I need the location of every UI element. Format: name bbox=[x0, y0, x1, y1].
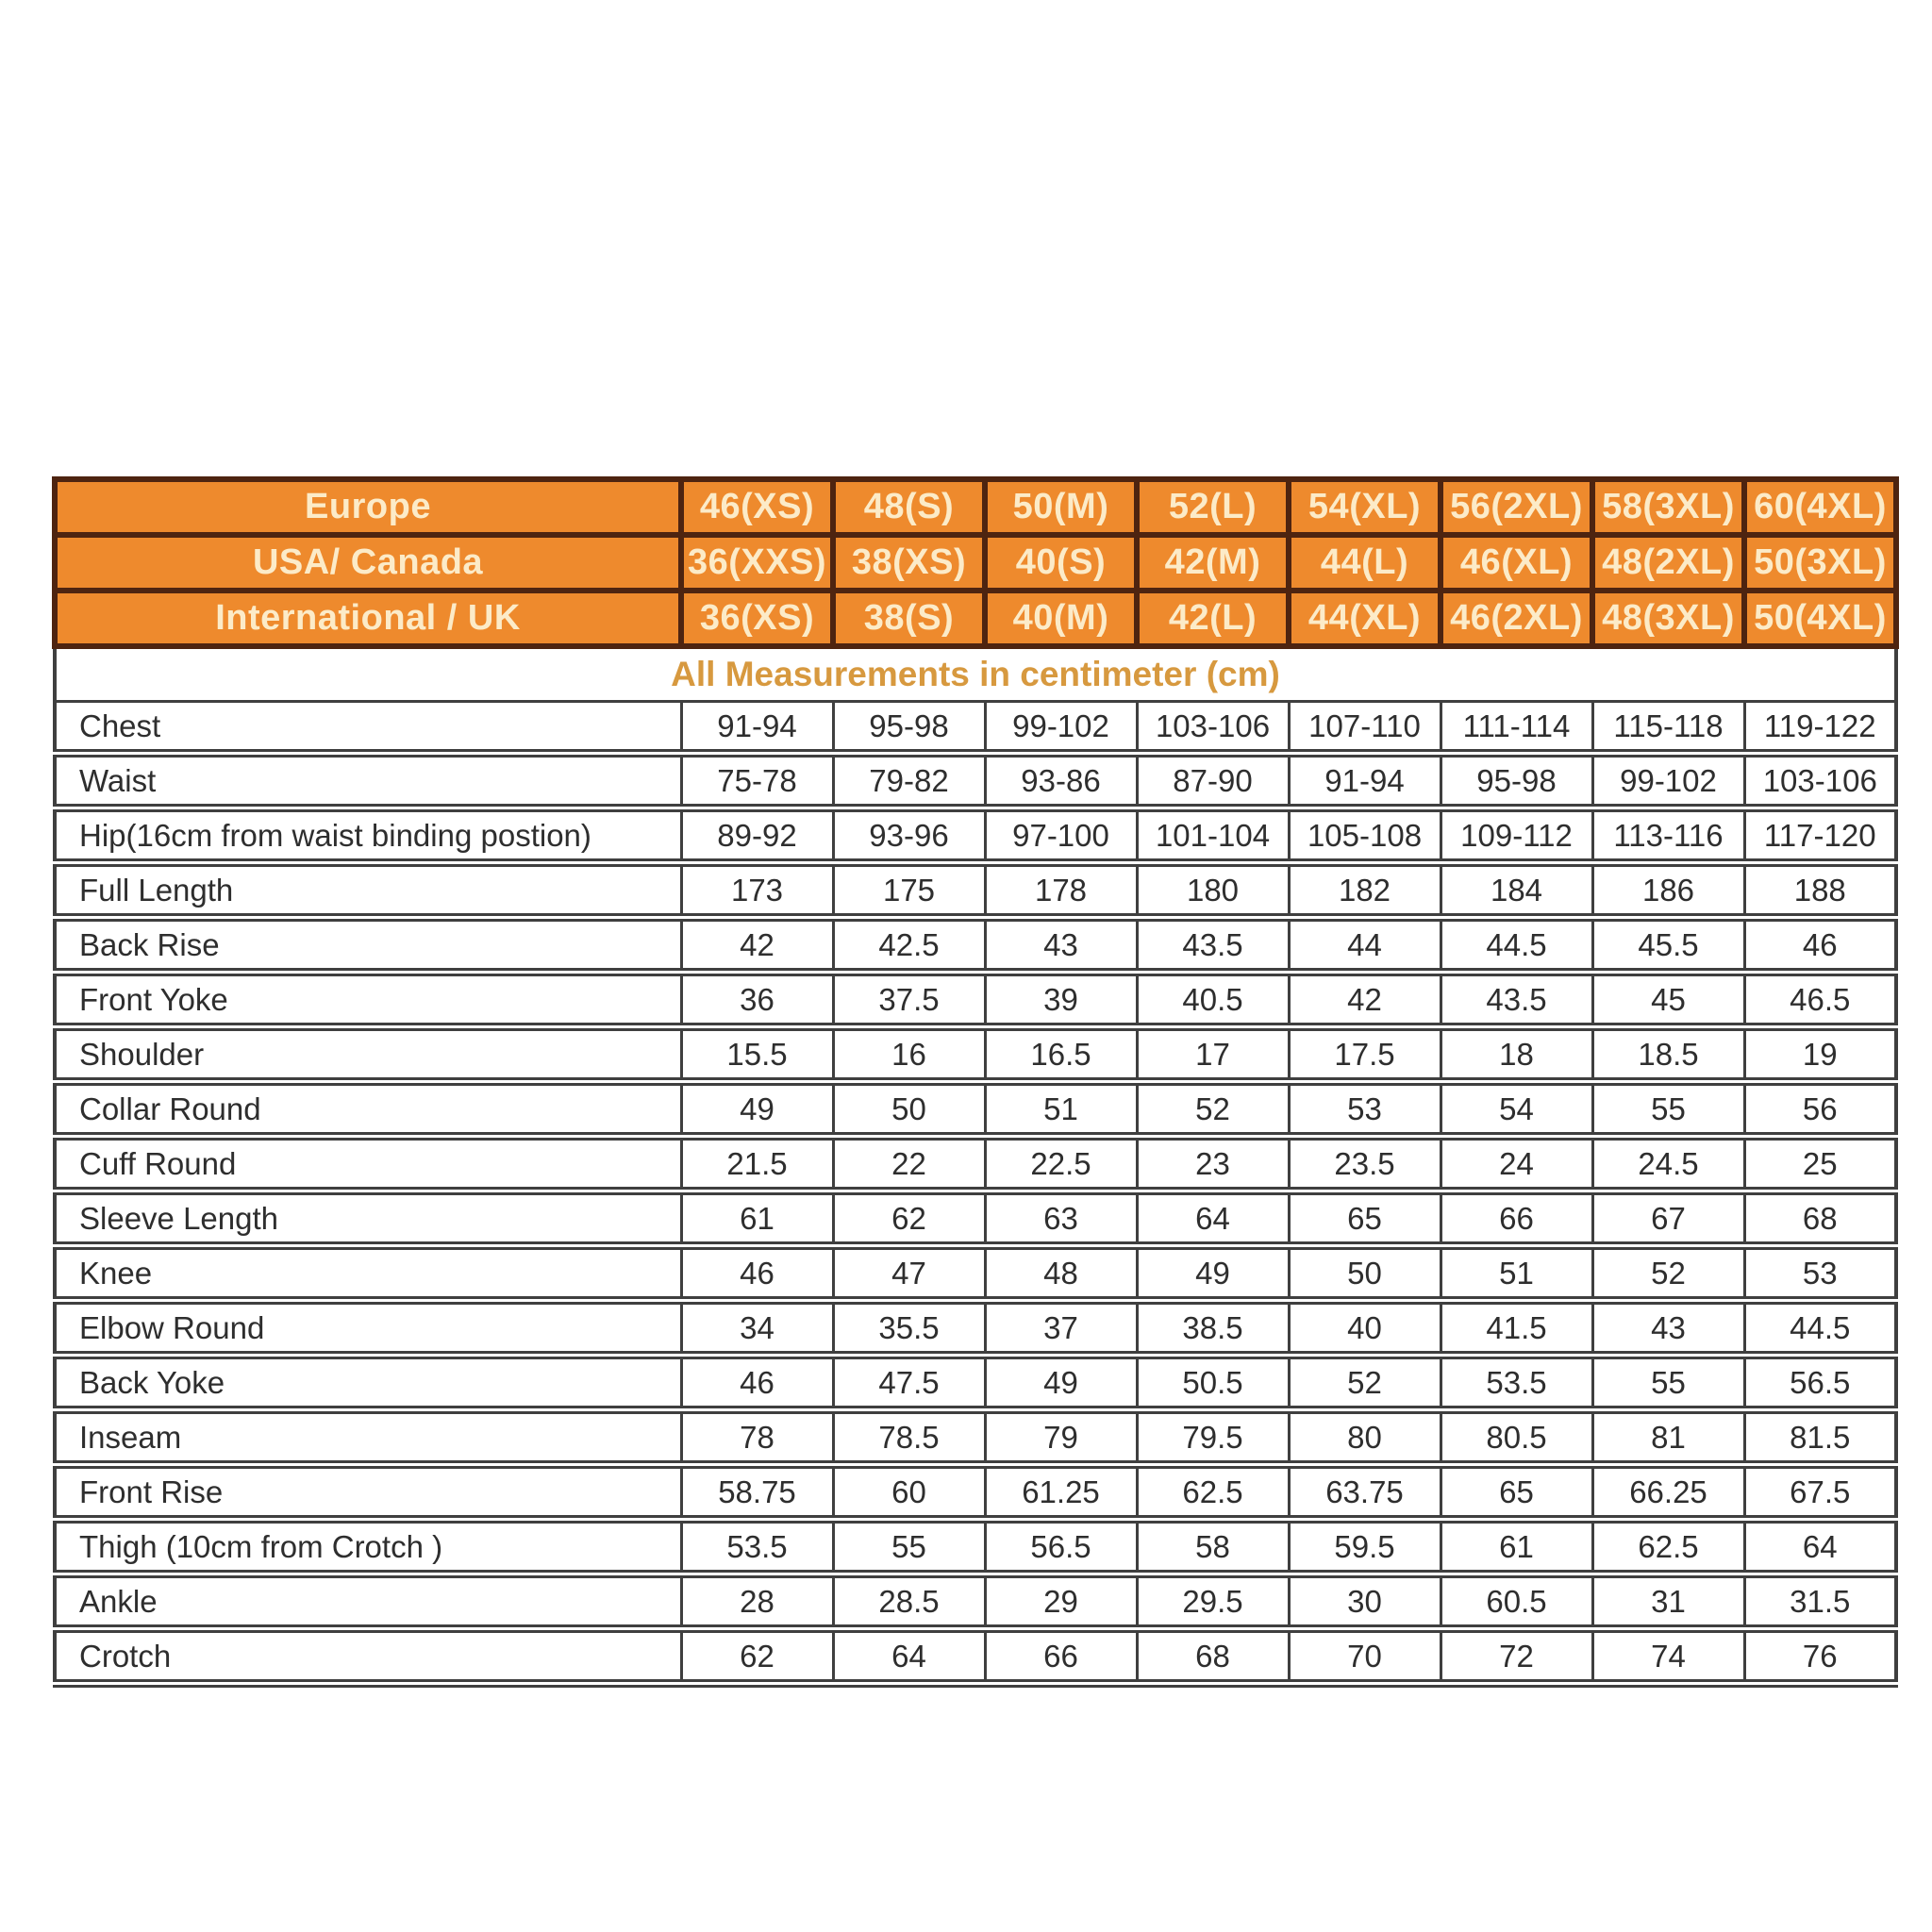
measurement-value: 46.5 bbox=[1744, 973, 1896, 1027]
measurement-value: 63.75 bbox=[1289, 1465, 1441, 1520]
measurement-value: 22.5 bbox=[985, 1137, 1137, 1191]
measurement-row bbox=[55, 1246, 1896, 1301]
measurement-label: Full Length bbox=[55, 863, 681, 918]
measurement-value: 43.5 bbox=[1137, 918, 1289, 973]
measurement-label: Hip(16cm from waist binding postion) bbox=[55, 808, 681, 863]
measurement-label: Collar Round bbox=[55, 1082, 681, 1137]
measurement-value: 17 bbox=[1137, 1027, 1289, 1082]
measurement-value: 182 bbox=[1289, 863, 1441, 918]
measurement-value: 95-98 bbox=[833, 702, 985, 754]
measurement-value: 43 bbox=[985, 918, 1137, 973]
measurement-value: 58 bbox=[1137, 1520, 1289, 1574]
size-cell: 38(S) bbox=[833, 591, 985, 646]
region-label: Europe bbox=[55, 479, 681, 535]
measurement-row bbox=[55, 1137, 1896, 1191]
measurement-value: 117-120 bbox=[1744, 808, 1896, 863]
measurement-row bbox=[55, 1574, 1896, 1629]
measurement-value: 62.5 bbox=[1592, 1520, 1744, 1574]
measurement-value: 89-92 bbox=[681, 808, 833, 863]
measurement-value: 103-106 bbox=[1137, 702, 1289, 754]
measurement-value: 45.5 bbox=[1592, 918, 1744, 973]
measurement-value: 99-102 bbox=[1592, 754, 1744, 808]
measurement-value: 23.5 bbox=[1289, 1137, 1441, 1191]
measurement-value: 31.5 bbox=[1744, 1574, 1896, 1629]
size-cell: 44(XL) bbox=[1289, 591, 1441, 646]
measurement-label: Cuff Round bbox=[55, 1137, 681, 1191]
measurement-value: 101-104 bbox=[1137, 808, 1289, 863]
measurement-value: 61 bbox=[1441, 1520, 1592, 1574]
measurement-value: 39 bbox=[985, 973, 1137, 1027]
measurement-value: 49 bbox=[985, 1356, 1137, 1410]
measurement-value: 70 bbox=[1289, 1629, 1441, 1684]
measurement-value: 42.5 bbox=[833, 918, 985, 973]
measurement-value: 184 bbox=[1441, 863, 1592, 918]
measurement-value: 42 bbox=[681, 918, 833, 973]
measurement-value: 48 bbox=[985, 1246, 1137, 1301]
measurement-value: 15.5 bbox=[681, 1027, 833, 1082]
measurement-value: 34 bbox=[681, 1301, 833, 1356]
measurement-value: 81 bbox=[1592, 1410, 1744, 1465]
size-cell: 46(2XL) bbox=[1441, 591, 1592, 646]
region-label: USA/ Canada bbox=[55, 535, 681, 591]
size-cell: 36(XS) bbox=[681, 591, 833, 646]
measurement-value: 68 bbox=[1137, 1629, 1289, 1684]
measurement-row bbox=[55, 1082, 1896, 1137]
measurement-value: 91-94 bbox=[1289, 754, 1441, 808]
measurement-row bbox=[55, 702, 1896, 754]
measurement-value: 56.5 bbox=[985, 1520, 1137, 1574]
measurement-value: 50.5 bbox=[1137, 1356, 1289, 1410]
measurement-value: 173 bbox=[681, 863, 833, 918]
measurement-value: 38.5 bbox=[1137, 1301, 1289, 1356]
measurement-value: 65 bbox=[1441, 1465, 1592, 1520]
measurement-value: 95-98 bbox=[1441, 754, 1592, 808]
measurement-value: 37 bbox=[985, 1301, 1137, 1356]
measurement-value: 109-112 bbox=[1441, 808, 1592, 863]
units-row bbox=[55, 646, 1896, 702]
measurement-label: Thigh (10cm from Crotch ) bbox=[55, 1520, 681, 1574]
measurement-value: 50 bbox=[1289, 1246, 1441, 1301]
measurement-row bbox=[55, 863, 1896, 918]
measurement-value: 80 bbox=[1289, 1410, 1441, 1465]
measurement-value: 68 bbox=[1744, 1191, 1896, 1246]
measurement-value: 65 bbox=[1289, 1191, 1441, 1246]
measurement-value: 61 bbox=[681, 1191, 833, 1246]
size-cell: 54(XL) bbox=[1289, 479, 1441, 535]
measurement-value: 24.5 bbox=[1592, 1137, 1744, 1191]
size-cell: 42(M) bbox=[1137, 535, 1289, 591]
measurement-value: 53.5 bbox=[681, 1520, 833, 1574]
measurement-value: 80.5 bbox=[1441, 1410, 1592, 1465]
measurement-value: 43 bbox=[1592, 1301, 1744, 1356]
measurement-value: 29 bbox=[985, 1574, 1137, 1629]
size-cell: 42(L) bbox=[1137, 591, 1289, 646]
measurement-label: Chest bbox=[55, 702, 681, 754]
measurement-value: 186 bbox=[1592, 863, 1744, 918]
measurement-label: Front Rise bbox=[55, 1465, 681, 1520]
measurement-value: 180 bbox=[1137, 863, 1289, 918]
measurement-value: 119-122 bbox=[1744, 702, 1896, 754]
size-cell: 40(M) bbox=[985, 591, 1137, 646]
size-cell: 44(L) bbox=[1289, 535, 1441, 591]
measurement-value: 44 bbox=[1289, 918, 1441, 973]
size-cell: 46(XL) bbox=[1441, 535, 1592, 591]
measurement-value: 37.5 bbox=[833, 973, 985, 1027]
measurement-value: 66 bbox=[985, 1629, 1137, 1684]
measurement-label: Ankle bbox=[55, 1574, 681, 1629]
measurement-value: 25 bbox=[1744, 1137, 1896, 1191]
measurement-value: 56.5 bbox=[1744, 1356, 1896, 1410]
size-cell: 50(3XL) bbox=[1744, 535, 1896, 591]
measurement-label: Back Rise bbox=[55, 918, 681, 973]
measurement-value: 111-114 bbox=[1441, 702, 1592, 754]
measurement-value: 105-108 bbox=[1289, 808, 1441, 863]
measurement-value: 115-118 bbox=[1592, 702, 1744, 754]
measurement-value: 18 bbox=[1441, 1027, 1592, 1082]
region-label: International / UK bbox=[55, 591, 681, 646]
size-cell: 48(3XL) bbox=[1592, 591, 1744, 646]
measurement-value: 78.5 bbox=[833, 1410, 985, 1465]
measurements-section bbox=[55, 702, 1896, 1684]
measurement-value: 62 bbox=[833, 1191, 985, 1246]
measurement-value: 28 bbox=[681, 1574, 833, 1629]
size-cell: 50(M) bbox=[985, 479, 1137, 535]
units-section bbox=[55, 646, 1896, 702]
measurement-value: 46 bbox=[681, 1246, 833, 1301]
measurement-label: Inseam bbox=[55, 1410, 681, 1465]
measurement-value: 54 bbox=[1441, 1082, 1592, 1137]
measurement-label: Waist bbox=[55, 754, 681, 808]
measurement-row bbox=[55, 1356, 1896, 1410]
measurement-row bbox=[55, 1465, 1896, 1520]
measurement-value: 87-90 bbox=[1137, 754, 1289, 808]
measurement-value: 35.5 bbox=[833, 1301, 985, 1356]
measurement-value: 63 bbox=[985, 1191, 1137, 1246]
measurement-value: 47 bbox=[833, 1246, 985, 1301]
measurement-value: 19 bbox=[1744, 1027, 1896, 1082]
measurement-value: 51 bbox=[1441, 1246, 1592, 1301]
measurement-value: 66.25 bbox=[1592, 1465, 1744, 1520]
measurement-value: 46 bbox=[681, 1356, 833, 1410]
header-row-usa-canada bbox=[55, 535, 1896, 591]
measurement-value: 62.5 bbox=[1137, 1465, 1289, 1520]
measurement-value: 47.5 bbox=[833, 1356, 985, 1410]
header-row-international-uk bbox=[55, 591, 1896, 646]
measurement-value: 52 bbox=[1137, 1082, 1289, 1137]
measurement-value: 23 bbox=[1137, 1137, 1289, 1191]
measurement-value: 61.25 bbox=[985, 1465, 1137, 1520]
measurement-value: 49 bbox=[681, 1082, 833, 1137]
measurement-row bbox=[55, 973, 1896, 1027]
measurement-value: 178 bbox=[985, 863, 1137, 918]
measurement-value: 76 bbox=[1744, 1629, 1896, 1684]
measurement-value: 45 bbox=[1592, 973, 1744, 1027]
measurement-value: 40.5 bbox=[1137, 973, 1289, 1027]
measurement-value: 52 bbox=[1289, 1356, 1441, 1410]
measurement-value: 79 bbox=[985, 1410, 1137, 1465]
measurement-row bbox=[55, 1629, 1896, 1684]
measurement-value: 21.5 bbox=[681, 1137, 833, 1191]
measurement-value: 30 bbox=[1289, 1574, 1441, 1629]
size-cell: 58(3XL) bbox=[1592, 479, 1744, 535]
measurement-value: 79.5 bbox=[1137, 1410, 1289, 1465]
measurement-value: 24 bbox=[1441, 1137, 1592, 1191]
measurement-value: 67 bbox=[1592, 1191, 1744, 1246]
size-cell: 48(S) bbox=[833, 479, 985, 535]
measurement-value: 44.5 bbox=[1744, 1301, 1896, 1356]
measurement-label: Front Yoke bbox=[55, 973, 681, 1027]
measurement-row bbox=[55, 1520, 1896, 1574]
size-cell: 36(XXS) bbox=[681, 535, 833, 591]
measurement-label: Sleeve Length bbox=[55, 1191, 681, 1246]
units-note: All Measurements in centimeter (cm) bbox=[55, 646, 1896, 702]
size-cell: 50(4XL) bbox=[1744, 591, 1896, 646]
measurement-row bbox=[55, 754, 1896, 808]
size-cell: 56(2XL) bbox=[1441, 479, 1592, 535]
size-cell: 48(2XL) bbox=[1592, 535, 1744, 591]
measurement-value: 72 bbox=[1441, 1629, 1592, 1684]
header-row-europe bbox=[55, 479, 1896, 535]
measurement-value: 67.5 bbox=[1744, 1465, 1896, 1520]
measurement-value: 41.5 bbox=[1441, 1301, 1592, 1356]
measurement-value: 53.5 bbox=[1441, 1356, 1592, 1410]
measurement-value: 113-116 bbox=[1592, 808, 1744, 863]
measurement-value: 49 bbox=[1137, 1246, 1289, 1301]
measurement-value: 55 bbox=[1592, 1082, 1744, 1137]
measurement-value: 91-94 bbox=[681, 702, 833, 754]
measurement-row bbox=[55, 1191, 1896, 1246]
size-cell: 46(XS) bbox=[681, 479, 833, 535]
measurement-value: 55 bbox=[1592, 1356, 1744, 1410]
measurement-value: 36 bbox=[681, 973, 833, 1027]
measurement-value: 175 bbox=[833, 863, 985, 918]
measurement-value: 44.5 bbox=[1441, 918, 1592, 973]
measurement-label: Shoulder bbox=[55, 1027, 681, 1082]
measurement-value: 64 bbox=[1137, 1191, 1289, 1246]
measurement-value: 99-102 bbox=[985, 702, 1137, 754]
size-cell: 40(S) bbox=[985, 535, 1137, 591]
measurement-value: 43.5 bbox=[1441, 973, 1592, 1027]
measurement-value: 17.5 bbox=[1289, 1027, 1441, 1082]
measurement-value: 22 bbox=[833, 1137, 985, 1191]
measurement-value: 40 bbox=[1289, 1301, 1441, 1356]
measurement-value: 188 bbox=[1744, 863, 1896, 918]
measurement-row bbox=[55, 808, 1896, 863]
measurement-value: 53 bbox=[1289, 1082, 1441, 1137]
measurement-value: 31 bbox=[1592, 1574, 1744, 1629]
measurement-row bbox=[55, 1410, 1896, 1465]
measurement-value: 60 bbox=[833, 1465, 985, 1520]
measurement-row bbox=[55, 918, 1896, 973]
measurement-value: 58.75 bbox=[681, 1465, 833, 1520]
measurement-value: 51 bbox=[985, 1082, 1137, 1137]
size-cell: 52(L) bbox=[1137, 479, 1289, 535]
measurement-value: 64 bbox=[1744, 1520, 1896, 1574]
size-chart-table bbox=[52, 476, 1899, 1688]
measurement-value: 16 bbox=[833, 1027, 985, 1082]
size-cell: 60(4XL) bbox=[1744, 479, 1896, 535]
measurement-value: 28.5 bbox=[833, 1574, 985, 1629]
measurement-value: 60.5 bbox=[1441, 1574, 1592, 1629]
measurement-value: 93-86 bbox=[985, 754, 1137, 808]
measurement-row bbox=[55, 1027, 1896, 1082]
measurement-value: 29.5 bbox=[1137, 1574, 1289, 1629]
measurement-value: 16.5 bbox=[985, 1027, 1137, 1082]
measurement-value: 97-100 bbox=[985, 808, 1137, 863]
measurement-value: 107-110 bbox=[1289, 702, 1441, 754]
measurement-value: 74 bbox=[1592, 1629, 1744, 1684]
measurement-value: 93-96 bbox=[833, 808, 985, 863]
measurement-label: Knee bbox=[55, 1246, 681, 1301]
measurement-value: 62 bbox=[681, 1629, 833, 1684]
measurement-value: 78 bbox=[681, 1410, 833, 1465]
measurement-value: 50 bbox=[833, 1082, 985, 1137]
measurement-value: 56 bbox=[1744, 1082, 1896, 1137]
measurement-label: Crotch bbox=[55, 1629, 681, 1684]
measurement-value: 103-106 bbox=[1744, 754, 1896, 808]
size-header bbox=[55, 479, 1896, 646]
measurement-value: 52 bbox=[1592, 1246, 1744, 1301]
measurement-value: 79-82 bbox=[833, 754, 985, 808]
measurement-value: 59.5 bbox=[1289, 1520, 1441, 1574]
measurement-label: Elbow Round bbox=[55, 1301, 681, 1356]
measurement-value: 55 bbox=[833, 1520, 985, 1574]
measurement-value: 46 bbox=[1744, 918, 1896, 973]
measurement-value: 64 bbox=[833, 1629, 985, 1684]
measurement-value: 42 bbox=[1289, 973, 1441, 1027]
measurement-label: Back Yoke bbox=[55, 1356, 681, 1410]
size-cell: 38(XS) bbox=[833, 535, 985, 591]
measurement-value: 75-78 bbox=[681, 754, 833, 808]
measurement-value: 66 bbox=[1441, 1191, 1592, 1246]
measurement-value: 18.5 bbox=[1592, 1027, 1744, 1082]
measurement-row bbox=[55, 1301, 1896, 1356]
measurement-value: 53 bbox=[1744, 1246, 1896, 1301]
measurement-value: 81.5 bbox=[1744, 1410, 1896, 1465]
